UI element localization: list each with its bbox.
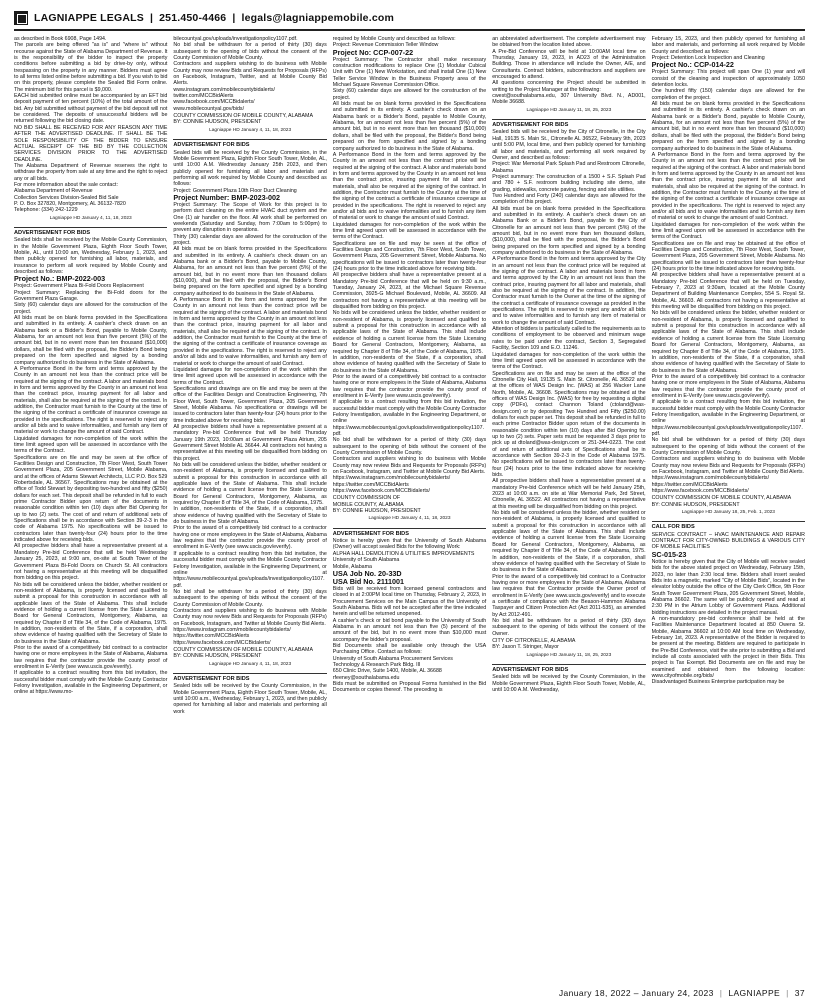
legal-notice [14, 227, 167, 696]
run-dates: Lagniappe HD January 11, 18, 25, 2023 [526, 107, 612, 113]
notice-body: bilecountyal.gov/uploads/investigationpolicy1107.pdf. No bid shall be withdrawn for a period of thirty (30) days subsequent to the opening of bids without the consent of the County Commission of Mobile County. Contractors and suppliers wishing to do business with Mobile County may now review Bids and Requests for Proposals (RFPs) on Facebook, Instagram, Twitter, and at Mobile County Bid Alerts. www.instagram.com/mobilecountybidalerts/ twitter.com/MCCBidAlerts www.facebook.com/MCCBidalerts/ www.mobilecountyal.gov/bids/ [173, 36, 327, 112]
notice-body: Sealed bids will be received by the County Commission, in the Mobile Government Plaza, Eighth Floor South Tower, Mobile, AL, until 10:00 A.M. Wednesday, [492, 674, 648, 694]
legal-notice [173, 673, 329, 715]
notice-divider [14, 227, 167, 228]
notice-signature: COUNTY COMMISSION OF MOBILE COUNTY, ALABAMA BY: CONNIE HUDSON, PRESIDENT [332, 495, 421, 515]
lagniappe-logo-icon [14, 11, 28, 25]
project-number: Project Number: BMP-2023-002 [173, 192, 281, 202]
project-number: SC-015-23 [651, 549, 687, 559]
notice-heading: ADVERTISEMENT FOR BIDS [332, 530, 409, 537]
column-3 [333, 36, 486, 978]
project-number: Project No: CCP-007-22 [332, 47, 414, 57]
run-dates: Lagniappe HD January 4, 11, 18, 2023 [209, 127, 292, 133]
legal-notice [652, 36, 805, 516]
column-5 [652, 36, 805, 978]
notice-signature: COUNTY COMMISSION OF MOBILE COUNTY, ALABAMA BY: CONNIE HUDSON, PRESIDENT [173, 646, 313, 660]
notice-body: as described in Book 6908, Page 1494. The parcels are being offered "as is" and "where is" without recourse against the State of Alabama Department of Revenue. It is the responsibility of the bidder to inspect the property conditions before submitting a bid by drive-by only, without trespassing on the property in any manner. Bidders must agree to all terms listed online before submitting a bid. If you wish to bid on this property, please complete the Sealed Bid Form online. The minimum bid for this parcel is $9,000. EACH bid submitted online must be accompanied by an EFT bid deposit payment of ten percent (10%) of the total amount of the bid. Any bid submitted without payment of the bid deposit will not be considered. The deposits of unsuccessful bidders will be returned following the bid closing date. NO BID SHALL BE RECEIVED FOR ANY REASON ANY TIME AFTER THE ADVERTISED DEADLINE. IT SHALL BE THE SOLE RESPONSIBILITY OF THE BIDDER TO ENSURE ACTUAL RECEIPT OF THE BID BY THE COLLECTION SERVICES DIVISION PRIOR TO THE ADVERTISED DEADLINE. The Alabama Department of Revenue reserves the right to withdraw the property from sale at any time and the right to reject any or all bids. For more information about the sale contact: Alabama Department of Revenue Collection Services Division-Sealed Bid Sale P. O. Box 327820, Montgomery, AL 36132-7820 Telephone: (334) 242-1229 [14, 36, 168, 214]
notice-heading: ADVERTISEMENT FOR BIDS [173, 676, 250, 682]
notice-body: SERVICE CONTRACT – HVAC MAINTENANCE AND REPAIR CONTRACT FOR CITY-OWNED BUILDINGS & VARIOUS CITY OF MOBILE FACILITIES [651, 531, 807, 551]
notice-body-continued: Project: Government Plaza Bi-Fold Doors Replacement Project Summary: Replacing the Bi-Fold doors for the Government Plaza Garage. Sixty (60) calendar days are allowed for the construction of the project. All bids must be on blank forms provided in the Specifications and submitted in its entirety. A cashier's check drawn on an Alabama bank or a Bidder's Bond, payable to Mobile County, Alabama, for an amount not less than five percent (5%) of the amount bid, but in no event more than ten thousand ($10,000) dollars, shall be filed with the proposal, the Bidder's Bond being prepared on the form specified and signed by a bonding company authorized to do business in the State of Alabama. A Performance Bond in the form and terms approved by the County in an amount not less than the contract price will be required at the signing of the contract. A labor and materials bond in form and terms approved by the County in an amount not less than the contract price, insuring payment for all labor and materials, shall also be required at the signing of the contract. In addition, the Contractor must furnish to the County at the time of the signing of the contract a certificate of insurance coverage as provided in the specifications. The right is reserved to reject any and/or all bids and to waive informalities, and furnish any item of material or work to change the amount of said Contract. Liquidated damages for non-completion of the work within the time limit agreed upon will be assessed in accordance with the terms of the Contract. Specifications are on file and may be seen at the office of Facilities Design and Construction, 7th Floor West, South Tower Government Plaza, 205 Government Street, Mobile Alabama, and at the offices of Adams Stewart Architects, LLC P.O. Box 529 Robertsdale, AL 36567. Specifications may be obtained at the office of Todd Stewart by depositing two-hundred and fifty ($250) dollars for each set. This deposit shall be refunded in full to each prime Contractor Bidder upon return of the documents in reasonable condition within ten (10) days after Bid Opening for up to two (2) sets. The cost of and return of additional sets of Specifications shall be in accordance with Section 39-2-3 in the code of Alabama 1975. No specifications will be issued to contractors later than twenty-four (24) hours prior to the time indicated above for receiving bids. All prospective bidders shall have a representative present at a Mandatory Pre-bid Conference that will be held Wednesday January 25, 2023, at 9:00 am, on-site at South Tower of the Government Plaza Bi-Fold Doors on Church St. All contractors not having a representative at this meeting will be disqualified from bidding on this project. No bids will be considered unless the bidder, whether resident or non-resident of Alabama, is properly licensed and qualified to submit a proposal for this construction in accordance with all applicable laws of the State of Alabama. This shall include evidence of holding a current license from the State Licensing Board for General Contractors, Montgomery, Alabama, as required by Chapter 8 of Title 34, of the Code of Alabama, 1975. In addition, non-residents of the State, if a corporation, shall show evidence of having qualified with the Secretary of State to do business in the State of Alabama. Prior to the award of a competitively bid contract to a contractor having one or more employees in the State of Alabama, Alabama law requires that the contractor provide the county proof of enrollment in E-Verify (see www.uscis.gov/everify). If applicable to a contract resulting from this bid invitation, the successful bidder must comply with the Mobile County Contractor Felony Investigation, available in the Engineering Department, or online at https://www.mo- [14, 283, 168, 696]
notice-heading: ADVERTISEMENT FOR BIDS [173, 142, 250, 149]
notice-heading: ADVERTISEMENT FOR BIDS [14, 229, 91, 236]
header-email[interactable]: legals@lagniappemobile.com [241, 12, 395, 24]
header-separator: | [149, 12, 154, 24]
page-number: 37 [794, 988, 805, 998]
legal-notice [492, 36, 645, 114]
footer-brand: LAGNIAPPE [728, 988, 781, 998]
legal-notice [652, 521, 805, 685]
notice-body: February 15, 2023, and then publicly opened for furnishing all labor and materials, and performing all work required by Mobile County and described as follows: Project: Detention Lock Inspection and Cleaning [651, 36, 805, 62]
notice-heading: ADVERTISEMENT FOR BIDS [492, 122, 569, 129]
run-dates: Lagniappe HD January 18, 25, Feb. 1, 2023 [681, 510, 775, 516]
notice-body: an abbreviated advertisement. The complete advertisement may be obtained from the location listed above. A Pre-Bid Conference will be held at 10:00AM local time on Thursday, January 19, 2023, in AD23 of the Administration Building. Those in attendance will include the Owner, A/E, and Consultants. Contract bidders, subcontractors and suppliers are encouraged to attend. All questions concerning the Project should be submitted in writing to the Project Manager at the following: cwest@southalabama.edu, 307 University Blvd. N., AD001, Mobile 36688. [492, 36, 646, 106]
header-separator: | [232, 12, 236, 24]
legal-notice [173, 139, 326, 668]
footer-separator: | [719, 988, 723, 998]
run-dates: Lagniappe HD January 11, 18, 25, 2023 [526, 652, 612, 658]
notice-body-continued: Project Summary: This project will span One (1) year and will consist of the cleaning and inspection of approximately 1050 detention locks. One hundred fifty (150) calendar days are allowed for the completion of the project. All bids must be on blank forms provided in the Specifications and submitted in its entirety. A cashier's check drawn on an Alabama bank or a Bidder's Bond, payable to Mobile County, Alabama, for an amount not less than five percent (5%) of the amount bid, but in no event more than ten thousand ($10,000) dollars, shall be filed with the proposal, the Bidder's Bond being prepared on the form specified and signed by a bonding company authorized to do business in the State of Alabama. A Performance Bond in the form and terms approved by the County in an amount not less than the contract price will be required at the signing of the contract. A labor and materials bond in form and terms approved by the County in an amount not less than the contract price, insuring payment for all labor and materials, shall also be required at the signing of the contract. In addition, the Contractor must furnish to the County at the time of the signing of the contract a certificate of insurance coverage as provided in the specifications. The right is reserved to reject any and/or all bids and to waive informalities and to furnish any item of material or work to change the amount of said Contract. Liquidated damages for non-completion of the work within the time limit agreed upon will be assessed in accordance with the terms of the Contract. Specifications are on file and may be obtained at the office of Facilities Design and Construction, 7th Floor West, South Tower, Government Plaza, 205 Government Street, Mobile Alabama. No specifications will be issued to contractors later than twenty-four (24) hours prior to the time indicated above for receiving bids. All prospective bidders shall have a representative present at a Mandatory Pre-bid Conference that will be held on Tuesday, February 7, 2023 at 9:30am, located at the Mobile County Department of Building Maintenance Complex, 554 S. Royal St. Mobile, AL 36603. All contractors not having a representative at this meeting will be disqualified from bidding on this project. No bids will be considered unless the bidder, whether resident or non-resident of Alabama, is properly licensed and qualified to submit a proposal for this construction in accordance with all applicable laws of the State of Alabama. This shall include evidence of holding a current license from the State Licensing Board for General Contractors, Montgomery, Alabama, as required by Chapter 8 of Title 34, of the Code of Alabama, 1975. In addition, non-residents of the State, if a corporation, shall show evidence of having qualified with the Secretary of State to do business in the State of Alabama. Prior to the award of a competitively bid contract to a contractor having one or more employees in the State of Alabama, Alabama law requires that the contractor provide the county proof of enrollment in E-Verify (see www.uscis.gov/everify). If applicable to a contract resulting from this bid invitation, the successful bidder must comply with the Mobile County Contractor Felony Investigation, available in the Engineering Department, or online at https://www.mobilecountyal.gov/uploads/investigationpolicy1107.pdf. No bid shall be withdrawn for a period of thirty (30) days subsequent to the opening of bids without the consent of the County Commission of Mobile County. Contractors and suppliers wishing to do business with Mobile County may now review Bids and Requests for Proposals (RFPs) on Facebook, Instagram, and Twitter at Mobile County Bid Alerts. https://www.instagram.com/mobilecountybidalerts/ https://twitter.com/MCCBidAlerts https://www.facebook.com/MCCBidalerts/ [651, 69, 805, 495]
legal-notice [492, 664, 648, 694]
legal-notice [14, 36, 167, 222]
notice-body-continued: Notice is hereby given that the City of Mobile will receive sealed bids for the above stated project on Wednesday, February 15th, 2023, no later than 2:30 local time. Bidders shall insert sealed Bids into a magnetic, marked "City of Mobile Bids", located in the elevator lobby outside the office of the City Clerk Office, 9th Floor South Tower Government Plaza, 205 Government Street, Mobile, Alabama 36602. The same will be publicly opened and read at 2:30 PM in the Atrium Lobby of Government Plaza. Additional bidding instructions are detailed in the project manual. A non-mandatory pre-bid conference shall be held at the Facilities Maintenance Department located at 850 Owens St. Mobile, Alabama 36602 at 10:00 AM local time on Wednesday, February 1st, 2023. A representative of the Bidder is required to be present at the meeting. Bidders are required to participate in the Pre-Bid Conference, visit the site prior to submitting a Bid and include all costs associated with the project in their Bids. This project is Tax Exempt. Bid Documents are on file and may be examined and obtained from the following location: www.cityofmobile.org/bids/ Disadvantaged Business Enterprise participation may be [651, 558, 805, 686]
project-number: USA Job No. 20-33D USA Bid No. 2111001 [332, 568, 405, 586]
notice-body: Notice is hereby given that the University of South Alabama (Owner) will accept sealed Bids for the following Work: ALPHA HALL DEMOLITION & UTILITIES IMPROVEMENTS University of South Alabama Mobile, Alabama [332, 538, 487, 570]
project-number: Project No.: CCP-014-22 [651, 60, 734, 70]
header-title: LAGNIAPPE LEGALS [34, 12, 144, 24]
page-header [14, 7, 805, 31]
notice-divider [492, 119, 645, 120]
project-number: Project No.: BMP-2022-003 [14, 274, 106, 284]
column-2 [173, 36, 329, 978]
legal-notice [492, 119, 645, 659]
legal-notice [333, 36, 486, 523]
notice-body: Sealed bids will be received by the County Commission, in the Mobile Government Plaza, Eighth Floor South Tower, Mobile, AL, until 10:00 A.M. Wednesday January 25th 2023, and then publicly opened for furnishing all labor and materials and performing all work required by Mobile County and described as follows: Project: Government Plaza 10th Floor Duct Cleaning [173, 149, 327, 194]
notice-signature: COUNTY COMMISSION OF MOBILE COUNTY, ALABAMA BY: CONNIE HUDSON, PRESIDENT [651, 495, 792, 508]
footer-separator: | [786, 988, 789, 998]
notice-divider [173, 673, 326, 674]
notice-heading: CALL FOR BIDS [651, 524, 695, 531]
notice-divider [333, 528, 486, 529]
notice-body-continued: Project Summary: The Contractor shall make necessary construction modifications to replace One (1) Modular Cubical Unit with One (1) New Workstation, and shall install One (1) New Teller Service Window in the Business Property area of the Michael Square Revenue Commission Office. Sixty (60) calendar days are allowed for the construction of the project. All bids must be on blank forms provided in the Specifications and submitted in its entirety. A cashier's check drawn on an Alabama bank or a Bidder's Bond, payable to Mobile County, Alabama, for an amount not less than five percent (5%) of the amount bid, but in no event more than ten thousand ($10,000) dollars, shall be filed with the proposal, the Bidder's Bond being prepared on the form specified and signed by a bonding company authorized to do business in the State of Alabama. A Performance Bond in the form and terms approved by the County in an amount not less than the contract price will be required at the signing of the contract. A labor and materials bond in form and terms approved by the County in an amount not less than the contract price, insuring payment for all labor and materials, shall also be required at the signing of the contract. In addition, the Contractor must furnish to the County at the time of the signing of the contract a certificate of insurance coverage as provided in the specifications. The right is reserved to reject any and/or all bids and to waive informalities and to furnish any item of material or work to change the amount of said Contract. Liquidated damages for non-completion of the work within the time limit agreed upon will be assessed in accordance with the terms of the Contract. Specifications are on file and may be seen at the office of Facilities Design and Construction, 7th Floor West, South Tower, Government Plaza, 205 Government Street, Mobile Alabama. No specifications will be issued to contractors later than twenty-four (24) hours prior to the time indicated above for receiving bids. All prospective bidders shall have a representative present at a Mandatory Pre-bid Conference that will be held on 9:30 a.m., Tuesday, January 24, 2023, at the Michael Square Revenue Commission, 3925-G Michael Boulevard, Mobile, AL 36609. All contractors not having a representative at this meeting will be disqualified from bidding on this project. No bids will be considered unless the bidder, whether resident or non-resident of Alabama, is properly licensed and qualified to submit a proposal for this construction in accordance with all applicable laws of the State of Alabama. This shall include evidence of holding a current license from the State Licensing Board for General Contractors, Montgomery, Alabama, as required by Chapter 8 of Title 34, of the Code of Alabama, 1975. In addition, non-residents of the State, if a corporation, shall show evidence of having qualified with the Secretary of State to do business in the State of Alabama. Prior to the award of a competitively bid contract to a contractor having one or more employees in the State of Alabama, Alabama law requires that the contractor provide the county proof of enrollment in E-Verify (see www.uscis.gov/everify). If applicable to a contract resulting from this bid invitation, the successful bidder must comply with the Mobile County Contractor Felony Investigation, available in the Engineering Department, or online at https://www.mobilecountyal.gov/uploads/investigationpolicy1107.pdf. No bid shall be withdrawn for a period of thirty (30) days subsequent to the opening of bids without the consent of the County Commission of Mobile County. Contractors and suppliers wishing to do business with Mobile County may now review Bids and Requests for Proposals (RFPs) on Facebook, Instagram, and Twitter at Mobile County Bid Alerts. https://www.instagram.com/mobilecountybidalerts/ https://twitter.com/MCCBidAlerts https://www.facebook.com/MCCBidalerts/ [332, 56, 487, 495]
legal-notice [333, 528, 486, 694]
header-phone: 251.450-4466 [159, 12, 227, 24]
notice-divider [652, 521, 805, 522]
run-dates: Lagniappe HD January 4, 11, 18, 2023 [209, 661, 292, 667]
notice-divider [173, 139, 326, 140]
notice-body: required by Mobile County and described as follows: Project: Revenue Commission Teller Window [332, 36, 456, 49]
footer-dates: January 18, 2022 – January 24, 2023 [558, 988, 714, 998]
column-4 [492, 36, 648, 978]
notice-heading: ADVERTISEMENT FOR BIDS [492, 667, 569, 673]
notice-body: Sealed bids will be received by the City of Citronelle, in the City Hall, 19135 S. Main St., Citronelle AL 36522, February 9th, 2023 until 5:00 PM, local time, and then publicly opened for furnishing all labor and materials, and performing all work required by Owner, and described as follows: Project: War Memorial Park Splash Pad and Restroom Citronelle, Alabama Project summary: The construction of a 1500 + S.F. Splash Pad and 780 + S.F. restroom building including site demo, site grading, sidewalks, concrete paving, fencing and site utilities. Two Hundred and Forty (240) calendar days are allowed for the completion of this project. All bids must be on blank forms provided in the Specifications and submitted in its entirety. A cashier's check drawn on an Alabama Bank or a Bidder's Bond, payable to the City of Citronelle for an amount not less than five percent (5%) of the amount bid, but in no event more than ten thousand dollars, ($10,000), shall be filed with the proposal, the Bidder's Bond being prepared on the form specified and signed by a bonding company authorized to do business in the State of Alabama. A Performance Bond in the form and terms approved by the City in an amount not less than the contract price will be required at the signing of the contract. A labor and materials bond in form and terms approved by the City in an amount not less than the contract price, insuring payment for all labor and materials, shall also be required at the signing of the contract. In addition, the Contractor must furnish to the Owner at the time of the signing of the contract a certificate of insurance coverage as provided in the specifications. The right is reserved to reject any and/or all bids and to waive informalities and to furnish any item of material or work to change the amount of said Contract. Attention of bidders is particularly called to the requirements as to conditions of employment to be observed and minimum wage rates to be paid under the contract, Section 3, Segregated Facility, Section 109 and E.O. 11246. Liquidated damages for non-completion of the work within the time limit agreed upon will be assessed in accordance with the terms of the Contract. Specifications are on file and may be seen at the office of the Citronelle City Hall, 19135 S. Main St. Citronelle, AL 36522 and at the offices of WAS Design Inc. (WAS) at 256 Wacker Lane North, Mobile, AL 36608. Specifications may be obtained at the offices of WAS Design Inc. (WAS) for free by requesting a digital copy (PDFs), contact Channon Toland (ctoland@was-design.com) or by depositing Two Hundred and Fifty ($250.00) dollars for each paper set. This deposit shall be refunded in full to each prime Contractor Bidder upon return of the documents in reasonable condition within ten (10) days after Bid Opening for up to two (2) sets. Paper sets must be requested 3 days prior to pick up at dtoland@was-design.com or 251-344-0223. The cost of and return of additional sets of Specifications shall be in accordance with Section 39-2-3 in the Code of Alabama 1975. No specifications will be issued to contractors later than twenty-four (24) hours prior to the time indicated above for receiving bids. All prospective bidders shall have a representative present at a mandatory Pre-bid Conference which will be held January 25th, 2023 at 10:00 a.m. on site at War Memorial Park, 3rd Street, Citronelle, AL 36522. All contractors not having a representative at this meeting will be disqualified from bidding on this project. No bids will be considered unless the bidder, whether resident or non-resident of Alabama, is properly licensed and qualified to submit a proposal for this construction in accordance with all applicable laws of the State of Alabama. This shall include evidence of holding a current license from the State Licensing Board for General Contractors, Montgomery, Alabama, as required by Chapter 8 of Title 34, of the Code of Alabama, 1975. In addition, non-residents of the State, if a corporation, shall show evidence of having qualified with the Secretary of State to do business in the State of Alabama. Prior to the award of a competitively bid contract to a Contractor having one or more employees in the State of Alabama, Alabama law requires that the Contractor provide the Owner proof of enrollment in E-Verify (see www.uscis.gov/everify) and to execute a certificate of compliance with the Beason-Hammon Alabama Taxpayer and Citizen Protection Act (Act 2011-535), as amended by Act 2012-491. No bid shall be withdrawn for a period of thirty (30) days subsequent to the opening of bids without the consent of the Owner. [492, 129, 646, 637]
notice-body-continued: Project Summary: The Scope of Work for this project is to perform duct cleaning on the entire HVAC duct system and the One (1) air handler on the floor. All work shall be performed on weekends (Saturday and Sunday, from 7:00am to 5:00pm) to prevent any disruption in operations. Thirty (30) calendar days are allowed for the construction of the project. All bids must be on blank forms provided in the Specifications and submitted in its entirety. A cashier's check drawn on an Alabama bank or a Bidder's Bond, payable to Mobile County, Alabama, for an amount not less than five percent (5%) of the amount bid, but in no event more than ten thousand dollars ($10,000), shall be filed with the proposal, the Bidder's Bond being prepared on the form specified and signed by a bonding company authorized to do business in the State of Alabama. A Performance Bond in the form and terms approved by the County in an amount not less than the contract price will be required at the signing of the contract. A labor and materials bond in form and terms approved by the County in an amount not less than the contract price, insuring payment for all labor and materials, shall also be required at the signing of the contract. In addition, the Contractor must furnish to the County at the time of the signing of the contract a certificate of insurance coverage as provided in the specifications. The right is reserved to reject any and/or all bids and to waive informalities, and furnish any item of material or work to change the amount of said Contract. Liquidated damages for non-completion of the work within the time limit agreed upon will be assessed in accordance with the terms of the Contract. Specifications and drawings are on file and may be seen at the office of the Facilities Design and Construction Engineering, 7th Floor West, South Tower, Government Plaza, 205 Government Street, Mobile Alabama. No specifications or drawings will be issued to contractors later than twenty-four (24) hours prior to the time indicated above for receiving bids. All prospective bidders shall have a representative present at a mandatory Pre-bid Conference that will be held Thursday January 19th 2023, 10:00am at Government Plaza Atrium, 205 Government Street Mobile AL 36644. All contractors not having a representative at this meeting will be disqualified from bidding on this project. No bids will be considered unless the bidder, whether resident or non-resident of Alabama, is properly licensed and qualified to submit a proposal for this construction in accordance with all applicable laws of the State of Alabama. This shall include evidence of holding a current license from the State Licensing Board for General Contractors, Montgomery, Alabama, as required by Chapter 8 of Title 34, of the Code of Alabama, 1975. In addition, non-residents of the State, if a corporation, shall show evidence of having qualified with the Secretary of State to do business in the State of Alabama. Prior to the award of a competitively bid contract to a contractor having one or more employees in the State of Alabama, Alabama law requires that the contractor provide the county proof of enrollment in E-Verify (see www.uscis.gov/everify). If applicable to a contract resulting from this bid invitation, the successful bidder must comply with the Mobile County Contractor Felony Investigation, available in the Engineering Department, or online at https://www.mobilecountyal.gov/uploads/investigationpolicy1107.pdf. No bid shall be withdrawn for a period of thirty (30) days subsequent to the opening of bids without the consent of the County Commission of Mobile County. Contractors and suppliers wishing to do business with Mobile County may now review Bids and Requests for Proposals (RFPs) on Facebook, Instagram, and Twitter at Mobile County Bid Alerts. https://www.instagram.com/mobilecountybidalerts/ https://twitter.com/MCCBidAlerts https://www.facebook.com/MCCBidalerts/ [173, 201, 327, 646]
notice-signature: COUNTY COMMISSION OF MOBILE COUNTY, ALABAMA BY: CONNIE HUDSON, PRESIDENT [173, 113, 313, 126]
notice-signature: CITY OF CITRONELLE, ALABAMA BY: Jason T. Stringer, Mayor [492, 637, 576, 651]
legal-notices-columns [14, 36, 805, 978]
page-footer [420, 984, 805, 1002]
legal-notice [173, 36, 326, 134]
notice-body: Sealed bids will be received by the County Commission, in the Mobile Government Plaza, Eighth Floor South Tower, Mobile, AL, until 10:00 a.m., Wednesday, February 1, 2023, and then publicly opened for furnishing all labor and materials and performing all work [173, 683, 329, 715]
notice-divider [492, 664, 645, 665]
run-dates: Lagniappe HD January 4, 11, 18, 2023 [49, 215, 132, 221]
column-1 [14, 36, 167, 978]
notice-body: Sealed bids shall be received by the Mobile County Commission, in the Mobile Government Plaza, Eighth Floor South Tower, Mobile, AL, until 10:00 am, Wednesday, February 1, 2023, and then publicly opened for furnishing all labor, materials, and insurance to perform all work required by Mobile County and described as follows: [14, 237, 169, 276]
notice-body-continued: Bids will be received from licensed general contractors and closed in at 2:00PM local time on Thursday, February 2, 2023, in Procurement Services on the Main Campus of the University of South Alabama. Bids will not be accepted after the time indicated herein and will be returned unopened. A cashier's check or bid bond payable to the University of South Alabama in an amount not less than five (5) percent of the amount of the bid, but in no event more than $10,000 must accompany the bidder's proposal. Bid Documents shall be available only through the USA Purchasing Office. Contact as follows: University of South Alabama Procurement Services Technology & Research Park Bldg. III 650 Clinic Drive, Suite 1400, Mobile, AL 36688 rfeeney@southalabama.edu Bids must be submitted on Proposal Forms furnished in the Bid Documents or copies thereof. The preceding is [332, 585, 487, 694]
run-dates: Lagniappe HD January 4, 11, 18, 2023 [368, 516, 451, 522]
